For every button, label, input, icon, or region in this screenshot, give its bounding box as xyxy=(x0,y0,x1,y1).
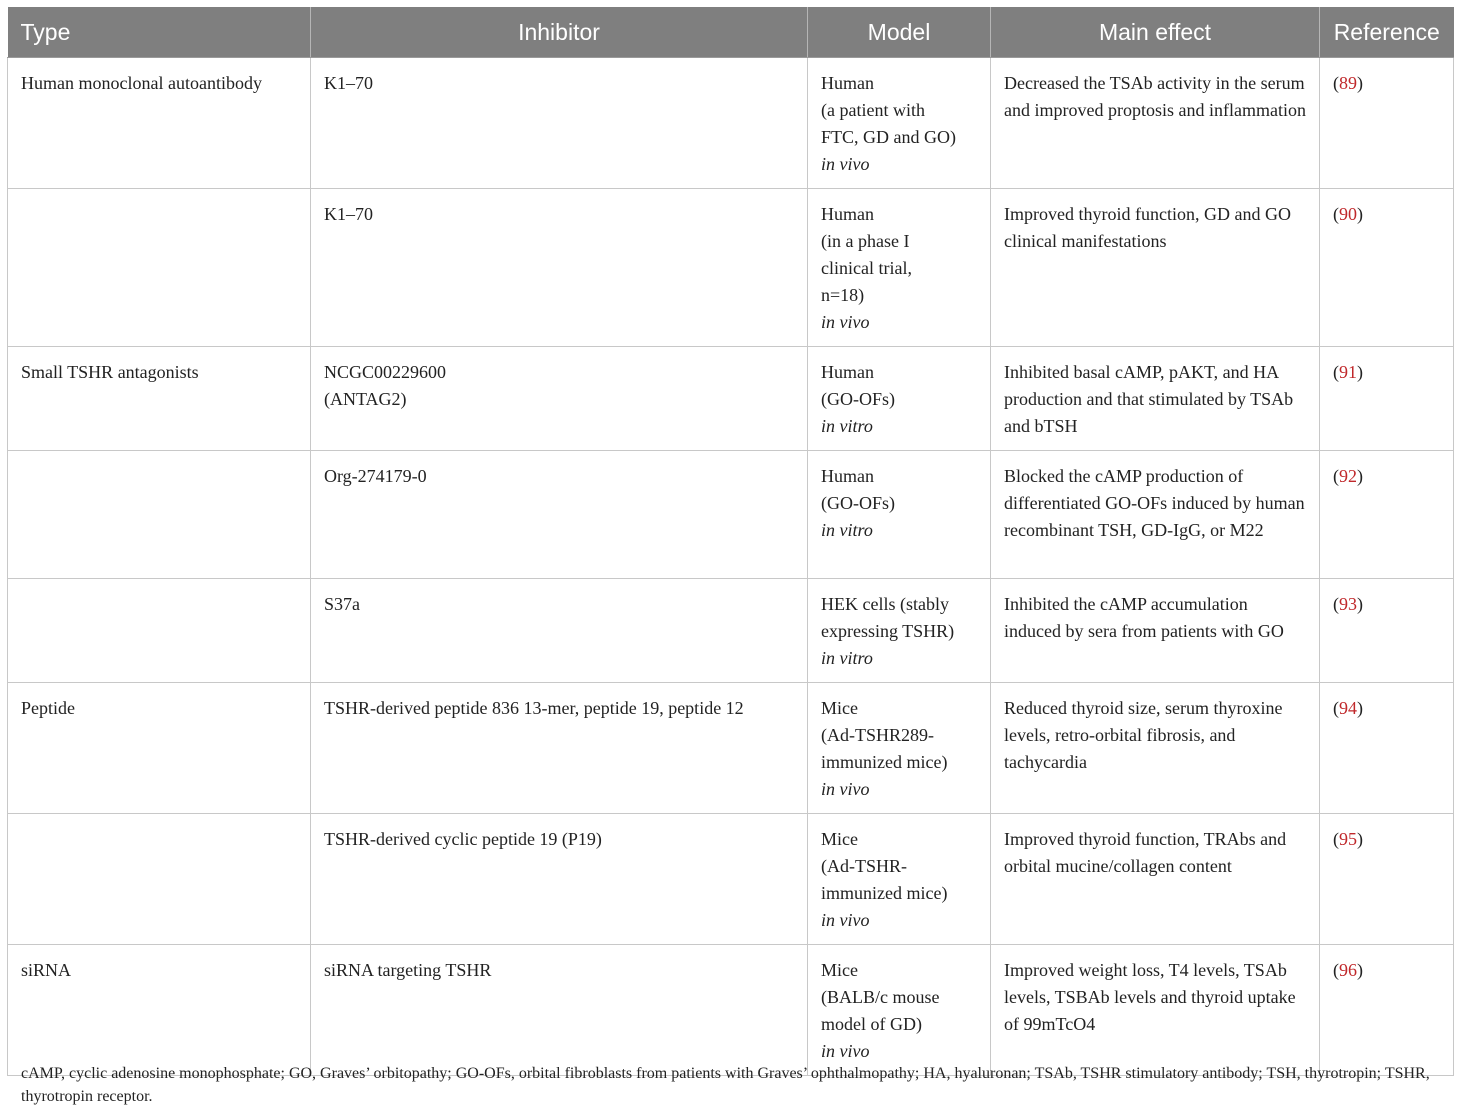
cell-main-effect: Improved thyroid function, TRAbs and orbital mucine/collagen content xyxy=(991,814,1320,945)
table-body xyxy=(8,58,1454,1076)
model-line: (in a phase I xyxy=(821,231,910,251)
cell-type xyxy=(8,451,311,579)
model-line: expressing TSHR) xyxy=(821,621,955,641)
model-line: Human xyxy=(821,362,874,382)
model-condition: in vivo xyxy=(821,154,870,174)
cell-model xyxy=(808,579,991,683)
model-condition: in vitro xyxy=(821,520,873,540)
ref-open-paren: ( xyxy=(1333,698,1339,718)
model-line: immunized mice) xyxy=(821,752,948,772)
cell-model xyxy=(808,451,991,579)
table-row xyxy=(8,451,1454,579)
model-condition: in vivo xyxy=(821,1041,870,1061)
cell-model xyxy=(808,347,991,451)
cell-type xyxy=(8,814,311,945)
cell-reference xyxy=(1320,189,1454,347)
inhibitor-line: K1–70 xyxy=(324,204,373,224)
model-condition: in vitro xyxy=(821,648,873,668)
table-row xyxy=(8,58,1454,189)
model-line: (GO-OFs) xyxy=(821,493,895,513)
reference-link[interactable]: 92 xyxy=(1339,466,1357,486)
inhibitor-line: TSHR-derived cyclic peptide 19 (P19) xyxy=(324,829,602,849)
table-container xyxy=(7,7,1453,1076)
cell-model xyxy=(808,683,991,814)
inhibitor-line: Org-274179-0 xyxy=(324,466,427,486)
reference-link[interactable]: 90 xyxy=(1339,204,1357,224)
cell-type: Small TSHR antagonists xyxy=(8,347,311,451)
ref-close-paren: ) xyxy=(1357,362,1363,382)
model-line: clinical trial, xyxy=(821,258,912,278)
model-line: Mice xyxy=(821,960,858,980)
model-line: immunized mice) xyxy=(821,883,948,903)
model-condition: in vivo xyxy=(821,910,870,930)
reference-link[interactable]: 93 xyxy=(1339,594,1357,614)
model-line: (Ad-TSHR- xyxy=(821,856,907,876)
model-line: (Ad-TSHR289- xyxy=(821,725,934,745)
ref-open-paren: ( xyxy=(1333,362,1339,382)
header-inhibitor: Inhibitor xyxy=(311,7,808,58)
header-reference: Reference xyxy=(1320,7,1454,58)
model-line: n=18) xyxy=(821,285,865,305)
cell-type: siRNA xyxy=(8,945,311,1076)
cell-inhibitor xyxy=(311,814,808,945)
cell-model xyxy=(808,945,991,1076)
cell-type xyxy=(8,579,311,683)
inhibitor-line: TSHR-derived peptide 836 13-mer, peptide 19, peptide 12 xyxy=(324,698,744,718)
cell-model xyxy=(808,189,991,347)
inhibitor-line: K1–70 xyxy=(324,73,373,93)
header-type: Type xyxy=(8,7,311,58)
cell-reference xyxy=(1320,814,1454,945)
table-row xyxy=(8,814,1454,945)
cell-inhibitor xyxy=(311,58,808,189)
ref-open-paren: ( xyxy=(1333,73,1339,93)
ref-open-paren: ( xyxy=(1333,204,1339,224)
table-row xyxy=(8,189,1454,347)
ref-open-paren: ( xyxy=(1333,466,1339,486)
cell-main-effect: Inhibited basal cAMP, pAKT, and HA production and that stimulated by TSAb and bTSH xyxy=(991,347,1320,451)
model-line: Human xyxy=(821,204,874,224)
reference-link[interactable]: 96 xyxy=(1339,960,1357,980)
model-line: HEK cells (stably xyxy=(821,594,949,614)
reference-link[interactable]: 95 xyxy=(1339,829,1357,849)
cell-reference xyxy=(1320,945,1454,1076)
table-row xyxy=(8,347,1454,451)
cell-type: Human monoclonal autoantibody xyxy=(8,58,311,189)
header-main-effect: Main effect xyxy=(991,7,1320,58)
inhibitor-line: siRNA targeting TSHR xyxy=(324,960,492,980)
cell-inhibitor xyxy=(311,451,808,579)
cell-type: Peptide xyxy=(8,683,311,814)
cell-reference xyxy=(1320,683,1454,814)
model-line: (BALB/c mouse xyxy=(821,987,940,1007)
cell-reference xyxy=(1320,579,1454,683)
ref-open-paren: ( xyxy=(1333,960,1339,980)
cell-reference xyxy=(1320,58,1454,189)
cell-model xyxy=(808,814,991,945)
ref-close-paren: ) xyxy=(1357,960,1363,980)
cell-main-effect: Improved thyroid function, GD and GO clinical manifestations xyxy=(991,189,1320,347)
model-line: (a patient with xyxy=(821,100,925,120)
ref-close-paren: ) xyxy=(1357,829,1363,849)
model-condition: in vitro xyxy=(821,416,873,436)
header-model: Model xyxy=(808,7,991,58)
cell-reference xyxy=(1320,451,1454,579)
ref-close-paren: ) xyxy=(1357,698,1363,718)
cell-inhibitor xyxy=(311,189,808,347)
cell-main-effect: Reduced thyroid size, serum thyroxine levels, retro-orbital fibrosis, and tachycardia xyxy=(991,683,1320,814)
model-line: (GO-OFs) xyxy=(821,389,895,409)
table-footnote: cAMP, cyclic adenosine monophosphate; GO, Graves’ orbitopathy; GO-OFs, orbital fibroblasts from patients with Graves’ ophthalmopathy; HA, hyaluronan; TSAb, TSHR stimulatory antibody; TSH, thyrotropin; TSHR, thyrotropin receptor. xyxy=(21,1065,1430,1105)
cell-model xyxy=(808,58,991,189)
ref-close-paren: ) xyxy=(1357,204,1363,224)
table-row xyxy=(8,579,1454,683)
cell-inhibitor xyxy=(311,683,808,814)
cell-inhibitor xyxy=(311,945,808,1076)
table-row xyxy=(8,683,1454,814)
model-line: FTC, GD and GO) xyxy=(821,127,956,147)
model-line: Mice xyxy=(821,829,858,849)
table-row xyxy=(8,945,1454,1076)
model-line: Human xyxy=(821,73,874,93)
ref-close-paren: ) xyxy=(1357,73,1363,93)
cell-inhibitor xyxy=(311,347,808,451)
model-condition: in vivo xyxy=(821,312,870,332)
cell-inhibitor xyxy=(311,579,808,683)
inhibitor-table xyxy=(7,7,1454,1076)
ref-open-paren: ( xyxy=(1333,829,1339,849)
inhibitor-line: S37a xyxy=(324,594,360,614)
inhibitor-line: NCGC00229600 xyxy=(324,362,447,382)
model-line: Mice xyxy=(821,698,858,718)
cell-main-effect: Decreased the TSAb activity in the serum and improved proptosis and inflammation xyxy=(991,58,1320,189)
model-condition: in vivo xyxy=(821,779,870,799)
reference-link[interactable]: 89 xyxy=(1339,73,1357,93)
model-line: model of GD) xyxy=(821,1014,922,1034)
cell-main-effect: Improved weight loss, T4 levels, TSAb levels, TSBAb levels and thyroid uptake of 99mTcO4 xyxy=(991,945,1320,1076)
ref-close-paren: ) xyxy=(1357,466,1363,486)
ref-close-paren: ) xyxy=(1357,594,1363,614)
cell-type xyxy=(8,189,311,347)
ref-open-paren: ( xyxy=(1333,594,1339,614)
table-header-row xyxy=(8,7,1454,58)
inhibitor-line: (ANTAG2) xyxy=(324,389,407,409)
cell-reference xyxy=(1320,347,1454,451)
cell-main-effect: Inhibited the cAMP accumulation induced by sera from patients with GO xyxy=(991,579,1320,683)
cell-main-effect: Blocked the cAMP production of differentiated GO-OFs induced by human recombinant TSH, GD-IgG, or M22 xyxy=(991,451,1320,579)
reference-link[interactable]: 91 xyxy=(1339,362,1357,382)
model-line: Human xyxy=(821,466,874,486)
reference-link[interactable]: 94 xyxy=(1339,698,1357,718)
